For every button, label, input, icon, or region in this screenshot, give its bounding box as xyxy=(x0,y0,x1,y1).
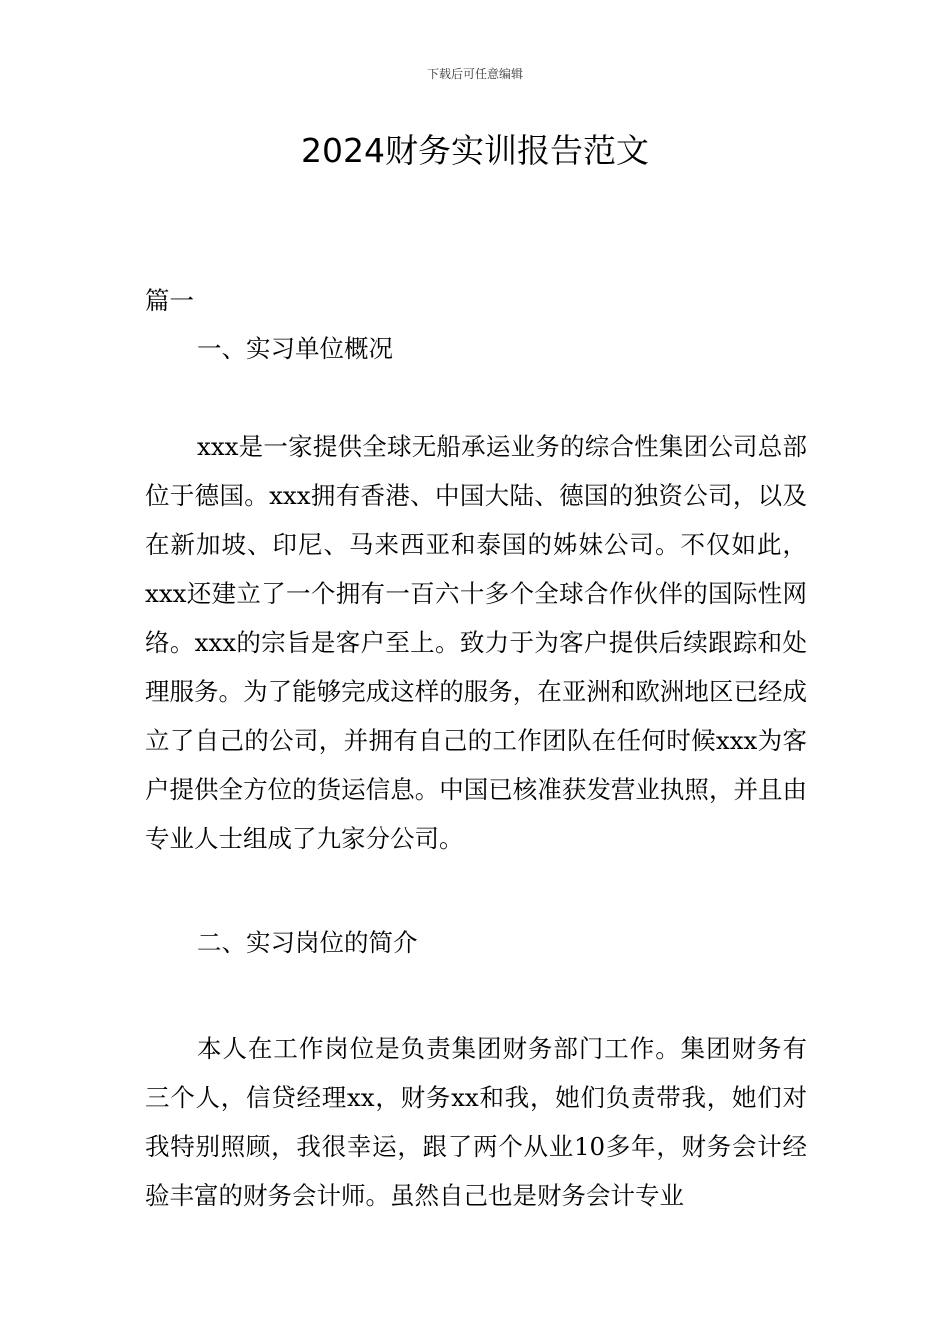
section-heading-1: 一、实习单位概况 xyxy=(197,334,393,363)
document-title: 2024财务实训报告范文 xyxy=(301,131,649,170)
paragraph-company-overview: xxx是一家提供全球无船承运业务的综合性集团公司总部位于德国。xxx拥有香港、中国大陆、德国的独资公司，以及在新加坡、印尼、马来西亚和泰国的姊妹公司。不仅如此，xxx还建立了一个拥有一百六十多个全球合作伙伴的国际性网络。xxx的宗旨是客户至上。致力于为客户提供后续跟踪和处理服务。为了能够完成这样的服务，在亚洲和欧洲地区已经成立了自己的公司，并拥有自己的工作团队在任何时候xxx为客户提供全方位的货运信息。中国已核准获发营业执照，并且由专业人士组成了九家分公司。 xyxy=(145,432,807,853)
paragraph-position-intro: 本人在工作岗位是负责集团财务部门工作。集团财务有三个人，信贷经理xx，财务xx和我，她们负责带我，她们对我特别照顾，我很幸运，跟了两个从业10多年，财务会计经验丰富的财务会计师。虽然自己也是财务会计专业 xyxy=(145,1034,807,1210)
page-header-note: 下载后可任意编辑 xyxy=(426,67,523,81)
section-heading-2: 二、实习岗位的简介 xyxy=(197,928,418,957)
section-label: 篇一 xyxy=(145,286,194,315)
